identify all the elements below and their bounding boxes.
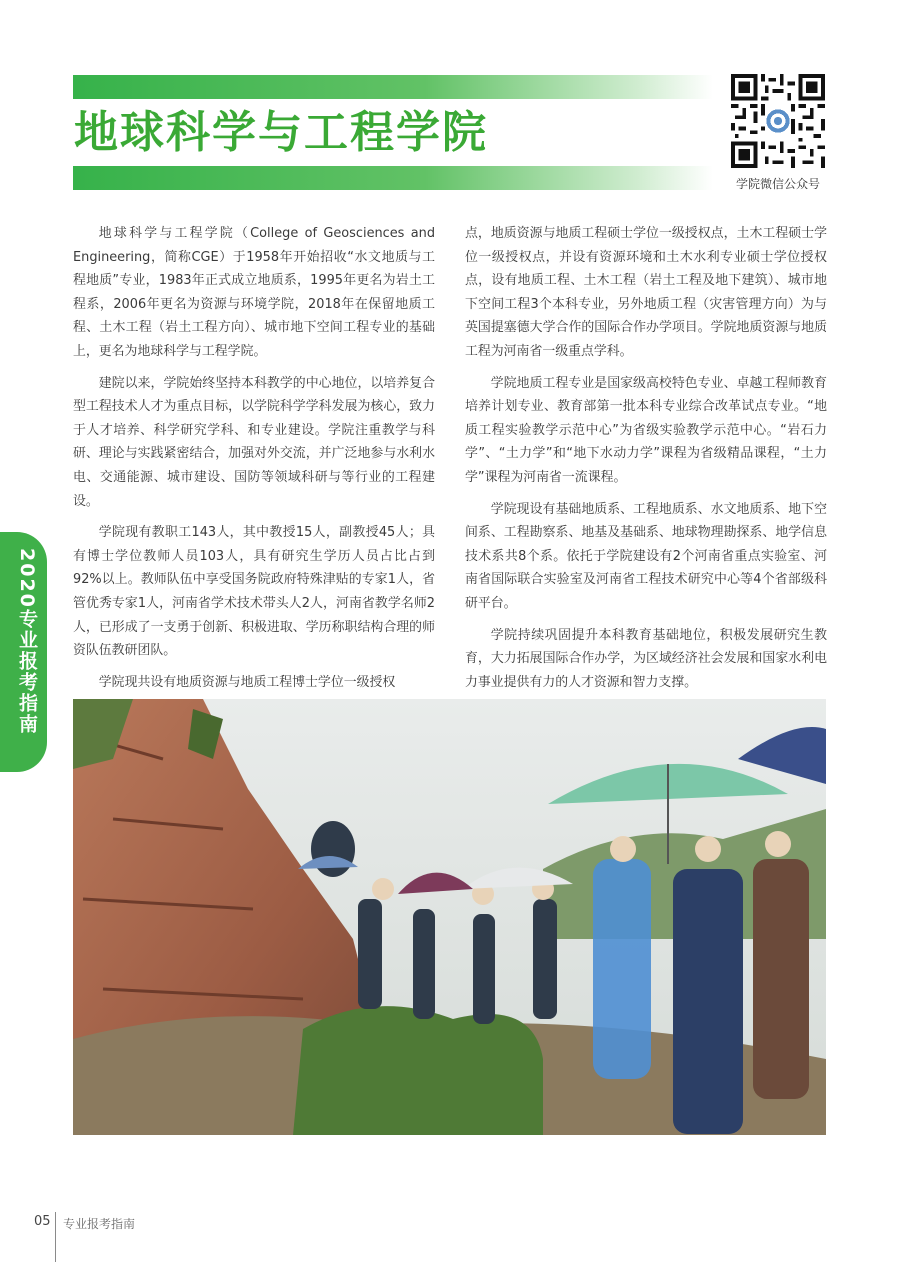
page-number: 05 [34,1214,51,1229]
field-trip-photo [73,699,826,1135]
footer-divider [55,1212,56,1262]
paragraph: 建院以来，学院始终坚持本科教学的中心地位，以培养复合型工程技术人才为重点目标，以学院科学学科发展为核心，致力于人才培养、科学研究学科、和专业建设。学院注重教学与科研、理论与实践紧密结合，加强对外交流，并广泛地参与水利水电、交通能源、城市建设、国防等领域科研与等行业的工程建设。 [73,375,435,509]
qr-code [731,74,825,168]
paragraph: 学院持续巩固提升本科教育基础地位，积极发展研究生教育，大力拓展国际合作办学，为区域经济社会发展和国家水利电力事业提供有力的人才资源和智力支撑。 [465,627,827,690]
paragraph: 学院现共设有地质资源与地质工程博士学位一级授权 [98,674,396,690]
paragraph: 学院地质工程专业是国家级高校特色专业、卓越工程师教育培养计划专业、教育部第一批本科专业综合改革试点专业。“地质工程实验教学示范中心”为省级实验教学示范中心。“岩石力学”、“土力学”和“地下水动力学”课程为省级精品课程，“土力学”课程为河南省一流课程。 [465,375,827,485]
paragraph: 点，地质资源与地质工程硕士学位一级授权点，土木工程硕士学位一级授权点，并设有资源环境和土木水利专业硕士学位授权点，设有地质工程、土木工程（岩土工程及地下建筑）、城市地下空间工程3个本科专业，另外地质工程（灾害管理方向）为与英国提塞德大学合作的国际合作办学项目。学院地质资源与地质工程为河南省一级重点学科。 [465,226,827,359]
text-column-right [465,222,827,702]
paragraph: 学院现设有基础地质系、工程地质系、水文地质系、地下空间系、工程勘察系、地基及基础系、地球物理勘探系、地学信息技术系共8个系。依托于学院建设有2个河南省重点实验室、河南省国际联合实验室及河南省工程技术研究中心等4个省部级科研平台。 [465,501,827,611]
side-tab-label: 2020专业报考指南 [16,548,38,735]
qr-caption: 学院微信公众号 [735,177,820,191]
paragraph: 地球科学与工程学院（College of Geosciences and Engineering，简称CGE）于1958年开始招收“水文地质与工程地质”专业，1983年正式成立地质系，1995年更名为岩土工程系，2006年更名为资源与环境学院，2018年在保留地质工程、土木工程（岩土工程方向）、城市地下空间工程专业的基础上，更名为地球科学与工程学院。 [73,226,435,359]
paragraph: 学院现有教职工143人，其中教授15人，副教授45人；具有博士学位教师人员103人，具有研究生学历人员占比占到92%以上。教师队伍中享受国务院政府特殊津贴的专家1人，省管优秀专家1人，河南省学术技术带头人2人，河南省教学名师2人，已形成了一支勇于创新、积极进取、学历称职结构合理的师资队伍教研团队。 [73,525,435,659]
text-column-left [73,222,435,702]
footer-label: 专业报考指南 [63,1217,136,1231]
page-title: 地球科学与工程学院 [74,107,488,158]
header-top-bar [73,75,713,99]
header-bottom-bar [73,166,713,190]
